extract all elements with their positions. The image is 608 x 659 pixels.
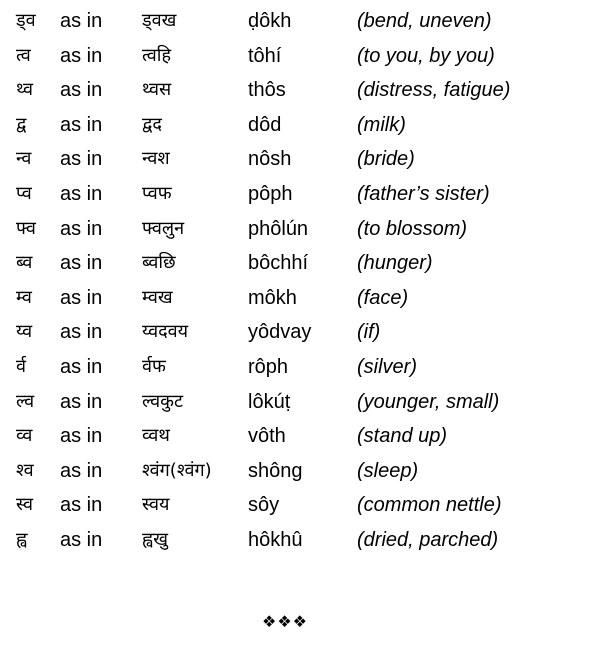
conjunct: व्व [16,425,33,447]
table-row [0,419,608,454]
transliteration: môkh [248,286,297,309]
meaning: (stand up) [357,425,448,448]
transliteration: phôlún [248,217,309,240]
example-word: त्वहि [142,44,171,66]
table-row [0,108,608,143]
example-word: ह्वखु [142,528,168,550]
as-in-label: as in [60,44,103,67]
transliteration: pôph [248,182,293,205]
table-row [0,142,608,177]
as-in-label: as in [60,355,103,378]
transliteration: bôchhí [248,252,309,275]
example-word: प्वफ [142,182,172,204]
table-row [0,281,608,316]
example-word: ल्वकुट [142,390,184,412]
example-word: ब्वछि [142,252,176,274]
table-row [0,315,608,350]
as-in-label: as in [60,148,103,171]
as-in-label: as in [60,425,103,448]
example-word: म्वख [142,286,173,308]
example-word: द्वद [142,113,162,135]
conjunct: य्व [16,321,33,343]
meaning: (milk) [357,113,406,136]
transliteration: nôsh [248,148,292,171]
section-end-ornament: ❖❖❖ [261,612,309,631]
conjunct: म्व [16,286,32,308]
as-in-label: as in [60,528,103,551]
as-in-label: as in [60,321,103,344]
as-in-label: as in [60,217,103,240]
meaning: (sleep) [357,459,419,482]
transliteration: vôth [248,425,286,448]
conjunct: न्व [16,148,32,170]
example-word: श्वंग(श्वंग) [142,459,212,481]
table-row [0,523,608,558]
meaning: (common nettle) [357,494,502,517]
example-word: फ्वलुन [142,217,185,239]
example-word: न्वश [142,148,170,170]
conjunct: श्व [16,459,34,481]
transliteration: lôkúṭ [248,390,291,413]
conjunct: ल्व [16,390,35,412]
as-in-label: as in [60,286,103,309]
as-in-label: as in [60,182,103,205]
transliteration: yôdvay [248,321,312,344]
conjunct: ह्व [16,528,28,550]
table-row [0,212,608,247]
example-word: व्वथ [142,425,170,447]
example-word: य्वदवय [142,321,189,343]
transliteration: tôhí [248,44,282,67]
as-in-label: as in [60,494,103,517]
table-row [0,385,608,420]
transliteration: sôy [248,494,280,517]
as-in-label: as in [60,79,103,102]
as-in-label: as in [60,390,103,413]
meaning: (younger, small) [357,390,500,413]
meaning: (father’s sister) [357,182,490,205]
transliteration: thôs [248,79,286,102]
conjunct: प्व [16,182,32,204]
example-word: थ्वस [142,79,172,101]
table-row [0,454,608,489]
conjunct-table [0,4,608,558]
conjunct: ब्व [16,252,33,274]
transliteration: rôph [248,355,289,378]
transliteration: ḍôkh [248,10,292,32]
meaning: (dried, parched) [357,528,499,551]
meaning: (distress, fatigue) [357,79,511,102]
table-row [0,177,608,212]
conjunct: त्व [16,44,31,66]
transliteration: shông [248,459,303,482]
conjunct: थ्व [16,79,33,101]
meaning: (bend, uneven) [357,10,492,32]
table-row [0,4,608,39]
meaning: (bride) [357,148,415,171]
meaning: (silver) [357,355,417,378]
meaning: (to blossom) [357,217,468,240]
meaning: (hunger) [357,252,433,275]
table-row [0,246,608,281]
conjunct: फ्व [16,217,36,239]
conjunct: स्व [16,494,34,516]
as-in-label: as in [60,459,103,482]
transliteration: dôd [248,113,282,136]
meaning: (to you, by you) [357,44,495,67]
table-row [0,350,608,385]
as-in-label: as in [60,113,103,136]
conjunct: र्व [16,355,27,377]
as-in-label: as in [60,10,103,32]
table-row [0,488,608,523]
example-word: स्वय [142,494,170,516]
meaning: (if) [357,321,381,344]
meaning: (face) [357,286,409,309]
table-row [0,39,608,74]
example-word: र्वफ [142,355,166,377]
transliteration: hôkhû [248,528,303,551]
example-word: ड्वख [142,10,177,31]
conjunct: ड्व [16,10,36,31]
table-row [0,73,608,108]
conjunct: द्व [16,113,27,135]
as-in-label: as in [60,252,103,275]
